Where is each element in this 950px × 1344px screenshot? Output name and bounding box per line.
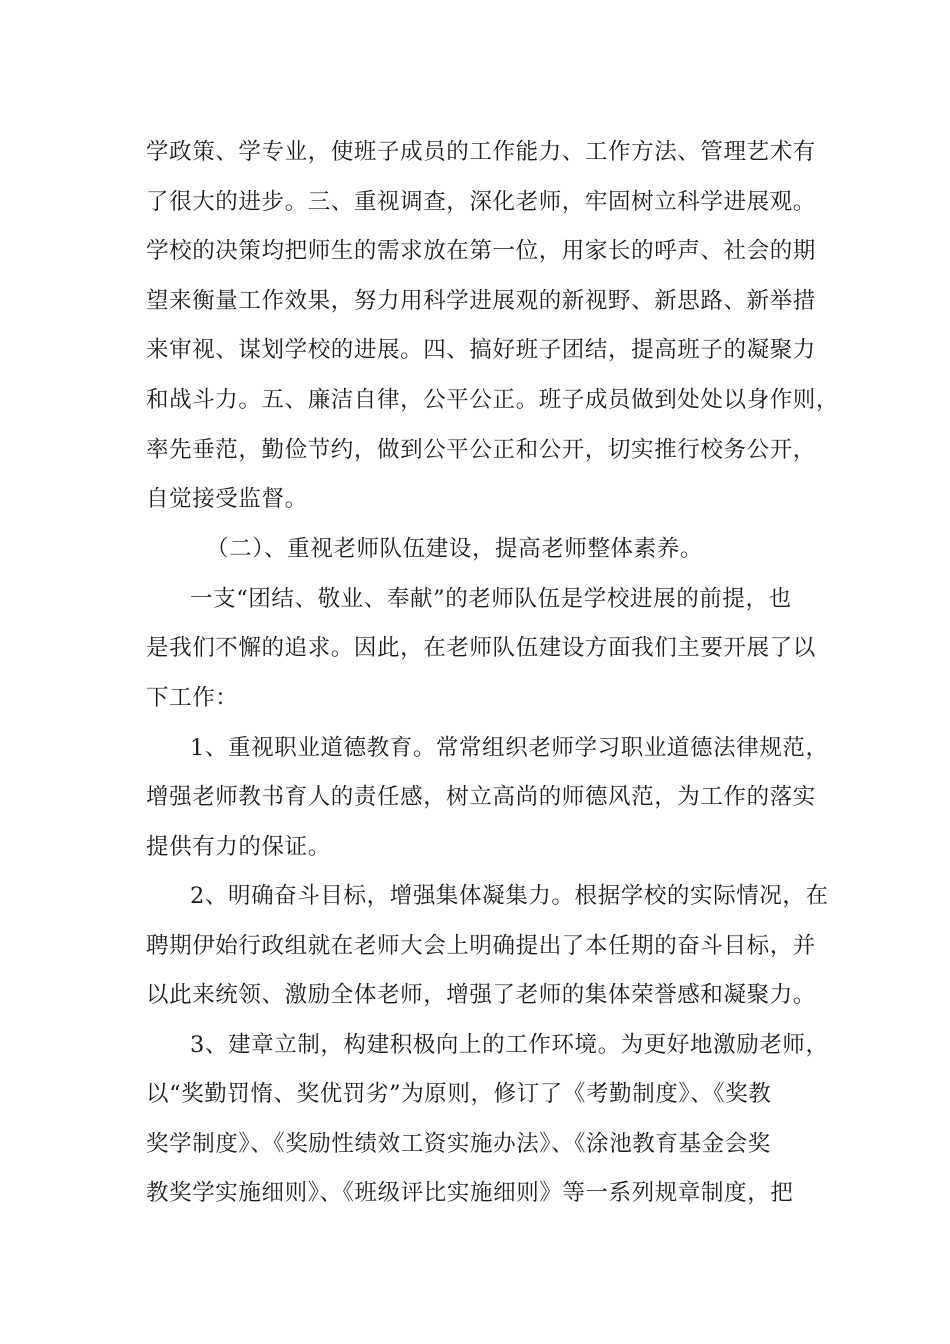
text-line: 自觉接受监督。 bbox=[146, 486, 308, 512]
paragraph-start: 2、明确奋斗目标，增强集体凝集力。根据学校的实际情况，在 bbox=[190, 883, 829, 909]
text-line: 以“奖勤罚惰、奖优罚劣”为原则，修订了《考勤制度》、《奖教 bbox=[146, 1081, 772, 1107]
text-line: 聘期伊始行政组就在老师大会上明确提出了本任期的奋斗目标，并 bbox=[146, 933, 816, 959]
text-line: 以此来统领、激励全体老师，增强了老师的集体荣誉感和凝聚力。 bbox=[146, 982, 816, 1008]
text-line: 奖学制度》、《奖励性绩效工资实施办法》、《涂池教育基金会奖 bbox=[146, 1131, 771, 1157]
text-line: 率先垂范，勤俭节约，做到公平公正和公开，切实推行校务公开， bbox=[146, 437, 816, 463]
paragraph-start: 3、建章立制，构建积极向上的工作环境。为更好地激励老师， bbox=[190, 1032, 829, 1058]
text-line: 和战斗力。五、廉洁自律，公平公正。班子成员做到处处以身作则， bbox=[146, 387, 840, 413]
text-line: 来审视、谋划学校的进展。四、搞好班子团结，提高班子的凝聚力 bbox=[146, 337, 816, 363]
text-line: 提供有力的保证。 bbox=[146, 834, 331, 860]
text-line: 是我们不懈的追求。因此，在老师队伍建设方面我们主要开展了以 bbox=[146, 635, 816, 661]
section-heading: （二）、重视老师队伍建设，提高老师整体素养。 bbox=[206, 536, 703, 562]
text-line: 了很大的进步。三、重视调查，深化老师，牢固树立科学进展观。 bbox=[146, 189, 816, 215]
text-line: 下工作： bbox=[146, 685, 239, 711]
text-line: 增强老师教书育人的责任感，树立高尚的师德风范，为工作的落实 bbox=[146, 784, 816, 810]
text-line: 望来衡量工作效果，努力用科学进展观的新视野、新思路、新举措 bbox=[146, 288, 816, 314]
paragraph-start: 1、重视职业道德教育。常常组织老师学习职业道德法律规范， bbox=[190, 735, 829, 761]
text-line: 学政策、学专业，使班子成员的工作能力、工作方法、管理艺术有 bbox=[146, 139, 816, 165]
text-line: 学校的决策均把师生的需求放在第一位，用家长的呼声、社会的期 bbox=[146, 238, 816, 264]
paragraph-start: 一支“团结、敬业、奉献”的老师队伍是学校进展的前提，也 bbox=[190, 586, 792, 612]
text-line: 教奖学实施细则》、《班级评比实施细则》等一系列规章制度，把 bbox=[146, 1180, 794, 1206]
